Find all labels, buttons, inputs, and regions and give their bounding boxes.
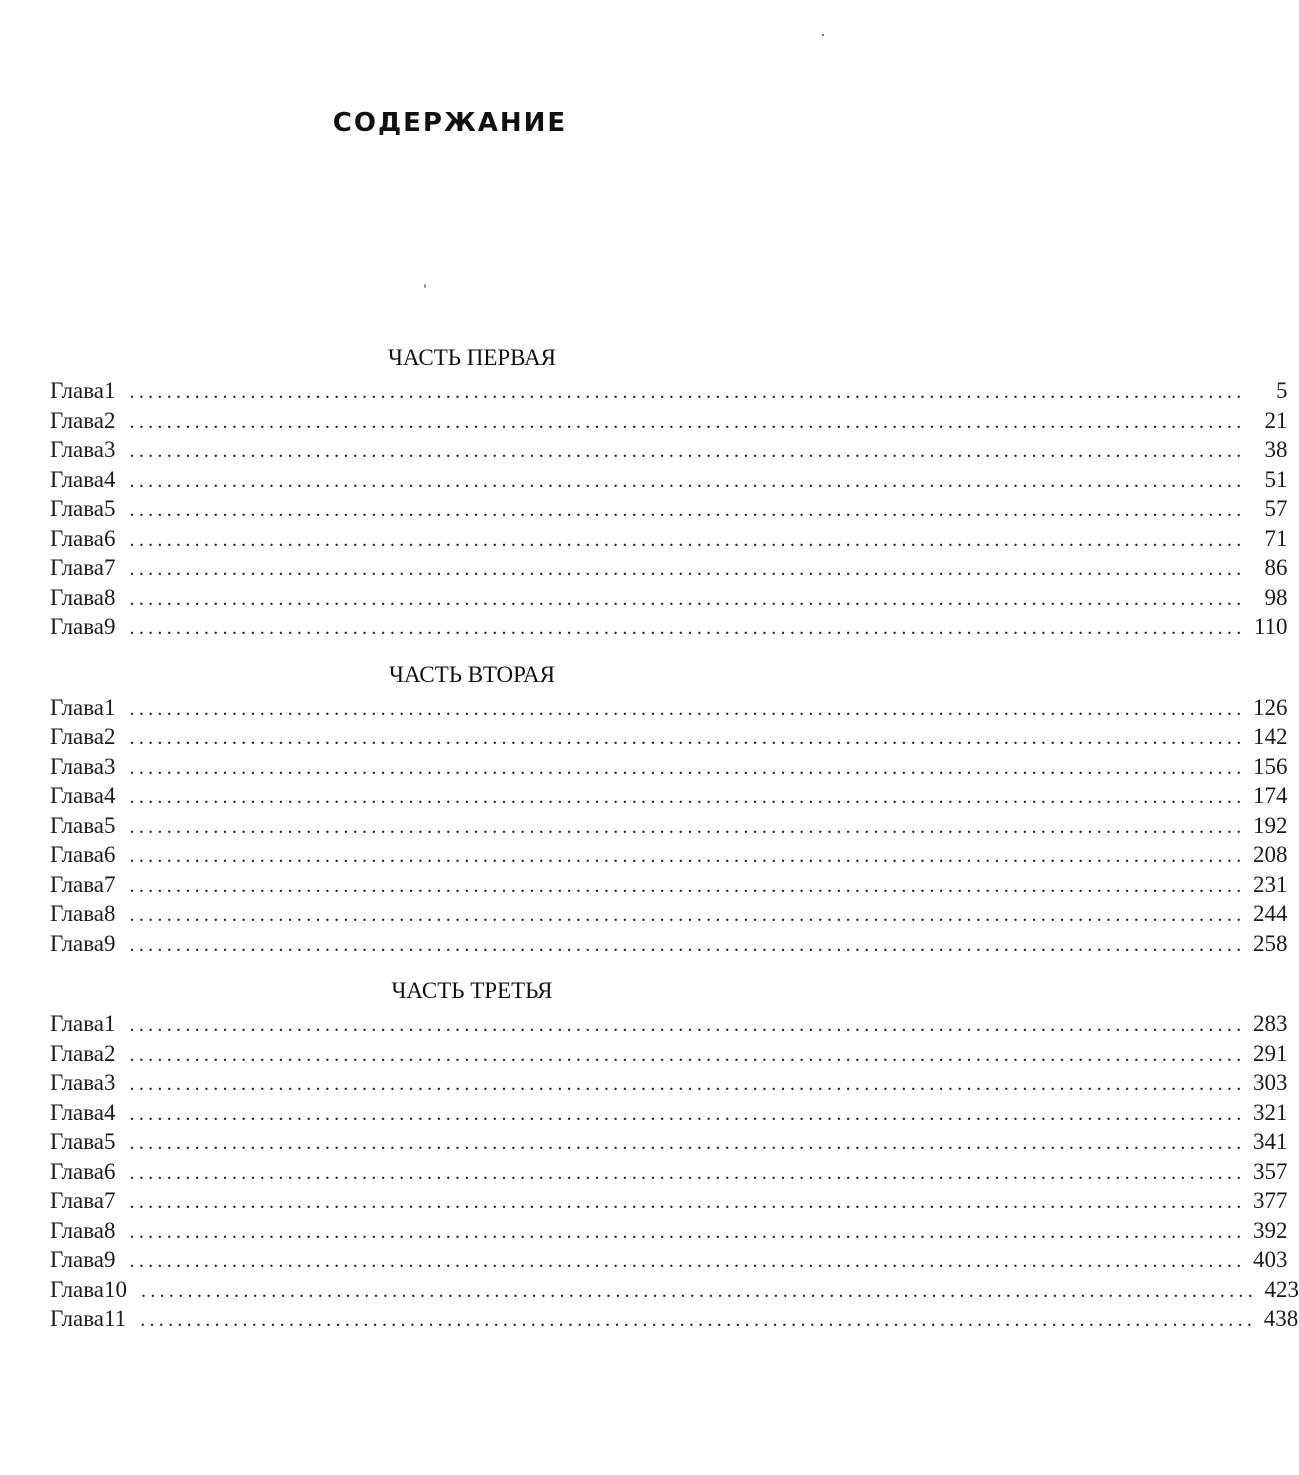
toc-entry[interactable] <box>50 840 1288 870</box>
chapter-label: Глава <box>50 437 105 462</box>
chapter-number: 9 <box>104 614 116 639</box>
page-number: 231 <box>1253 871 1288 897</box>
toc-entry[interactable] <box>50 1186 1288 1216</box>
page-number: 291 <box>1253 1040 1288 1066</box>
dot-leader: ........................................................................................................................ <box>129 499 1246 521</box>
toc-entry[interactable] <box>50 435 1288 465</box>
dot-leader: ........................................................................................................................ <box>129 1073 1246 1095</box>
dot-leader: ........................................................................................................................ <box>129 440 1246 462</box>
dot-leader: ........................................................................................................................ <box>140 1309 1257 1331</box>
toc-entry[interactable] <box>50 1009 1288 1039</box>
chapter-label: Глава <box>50 1129 105 1154</box>
chapter-label: Глава <box>50 1099 105 1125</box>
toc-entry[interactable] <box>50 583 1288 613</box>
chapter-number: 8 <box>104 584 116 610</box>
chapter-label: Глава <box>50 783 105 808</box>
chapter-number: 9 <box>104 1247 116 1272</box>
chapter-label: Глава <box>50 901 105 926</box>
chapter-number: 3 <box>104 753 116 779</box>
dot-leader: ........................................................................................................................ <box>129 1132 1246 1154</box>
chapter-label: Глава <box>50 1011 105 1036</box>
chapter-label: Глава <box>50 930 105 956</box>
page-number: 156 <box>1253 753 1288 779</box>
page-number: 283 <box>1253 1011 1288 1036</box>
page-number: 174 <box>1253 783 1288 808</box>
chapter-number: 8 <box>104 1217 116 1243</box>
part-heading: ЧАСТЬ ТРЕТЬЯ <box>391 978 553 1003</box>
dot-leader: ........................................................................................................................ <box>129 786 1246 808</box>
page-speck <box>822 34 824 36</box>
dot-leader: ........................................................................................................................ <box>129 1014 1246 1036</box>
page-number: 110 <box>1253 614 1288 639</box>
chapter-number: 2 <box>104 1040 116 1066</box>
chapter-label: Глава <box>50 466 105 492</box>
page-number: 86 <box>1264 555 1288 580</box>
chapter-label: Глава <box>50 871 105 897</box>
dot-leader: ........................................................................................................................ <box>129 528 1246 551</box>
page-number: 392 <box>1253 1217 1288 1243</box>
dot-leader: ........................................................................................................................ <box>129 1220 1246 1243</box>
toc-entry[interactable] <box>50 376 1288 406</box>
chapter-number: 1 <box>104 1011 116 1036</box>
chapter-label: Глава <box>50 1040 105 1066</box>
chapter-label: Глава <box>50 842 105 867</box>
chapter-number: 10 <box>104 1276 128 1302</box>
dot-leader: ........................................................................................................................ <box>129 1161 1246 1184</box>
chapter-label: Глава <box>50 1276 105 1302</box>
dot-leader: ........................................................................................................................ <box>129 904 1246 926</box>
chapter-number: 6 <box>104 525 116 551</box>
dot-leader: ........................................................................................................................ <box>129 933 1246 956</box>
toc-entry[interactable] <box>50 524 1288 554</box>
chapter-number: 5 <box>104 812 116 838</box>
toc-entry[interactable] <box>50 929 1288 959</box>
toc-entry[interactable] <box>50 1068 1288 1098</box>
table-of-contents <box>50 340 1299 1334</box>
page-number: 71 <box>1264 525 1288 551</box>
dot-leader: ........................................................................................................................ <box>129 558 1246 580</box>
page-number: 377 <box>1253 1188 1288 1213</box>
chapter-label: Глава <box>50 407 105 433</box>
dot-leader: ........................................................................................................................ <box>129 845 1246 867</box>
chapter-label: Глава <box>50 694 105 720</box>
toc-entry[interactable] <box>50 1275 1299 1305</box>
dot-leader: ........................................................................................................................ <box>129 617 1246 639</box>
chapter-number: 4 <box>104 783 116 808</box>
toc-part-3 <box>50 973 1299 1334</box>
toc-entry[interactable] <box>50 781 1288 811</box>
chapter-label: Глава <box>50 753 105 779</box>
page-number: 321 <box>1253 1099 1288 1125</box>
toc-entry[interactable] <box>50 494 1288 524</box>
page-number: 357 <box>1253 1158 1288 1184</box>
chapter-label: Глава <box>50 1306 105 1331</box>
part-heading: ЧАСТЬ ВТОРАЯ <box>389 661 555 687</box>
chapter-number: 7 <box>104 555 116 580</box>
chapter-label: Глава <box>50 1070 105 1095</box>
chapter-label: Глава <box>50 812 105 838</box>
chapter-label: Глава <box>50 724 105 749</box>
page-number: 258 <box>1253 930 1288 956</box>
chapter-number: 11 <box>104 1306 127 1331</box>
chapter-number: 6 <box>104 1158 116 1184</box>
part-heading: ЧАСТЬ ПЕРВАЯ <box>387 345 557 370</box>
page-title: СОДЕРЖАНИЕ <box>332 108 568 138</box>
toc-entry[interactable] <box>50 1216 1288 1246</box>
toc-entry[interactable] <box>50 1098 1288 1128</box>
page-number: 51 <box>1264 466 1288 492</box>
chapter-number: 5 <box>104 496 116 521</box>
page-number: 438 <box>1263 1306 1299 1331</box>
chapter-number: 1 <box>104 694 116 720</box>
dot-leader: ........................................................................................................................ <box>129 1250 1246 1272</box>
toc-entry[interactable] <box>50 811 1288 841</box>
page-number: 403 <box>1253 1247 1288 1272</box>
dot-leader: ........................................................................................................................ <box>129 1102 1246 1125</box>
page-number: 142 <box>1253 724 1288 749</box>
dot-leader: ........................................................................................................................ <box>129 756 1246 779</box>
chapter-label: Глава <box>50 1188 105 1213</box>
chapter-number: 4 <box>104 466 116 492</box>
page-number: 303 <box>1253 1070 1288 1095</box>
dot-leader: ........................................................................................................................ <box>129 727 1246 749</box>
dot-leader: ........................................................................................................................ <box>129 697 1246 720</box>
chapter-number: 7 <box>104 1188 116 1213</box>
chapter-number: 2 <box>104 724 116 749</box>
part-entries <box>50 1009 1299 1334</box>
toc-entry[interactable] <box>50 1157 1288 1187</box>
page-number: 423 <box>1264 1276 1299 1302</box>
page-number: 38 <box>1264 437 1288 462</box>
toc-entry[interactable] <box>50 553 1288 583</box>
chapter-label: Глава <box>50 614 105 639</box>
page-number: 341 <box>1253 1129 1288 1154</box>
chapter-number: 1 <box>104 378 116 403</box>
chapter-label: Глава <box>50 555 105 580</box>
page-number: 57 <box>1264 496 1288 521</box>
part-entries <box>50 693 1288 959</box>
chapter-number: 8 <box>104 901 116 926</box>
toc-entry[interactable] <box>50 1127 1288 1157</box>
chapter-number: 6 <box>104 842 116 867</box>
toc-entry[interactable] <box>50 722 1288 752</box>
chapter-label: Глава <box>50 496 105 521</box>
dot-leader: ........................................................................................................................ <box>129 381 1246 403</box>
page-number: 244 <box>1253 901 1288 926</box>
chapter-label: Глава <box>50 525 105 551</box>
toc-entry[interactable] <box>50 870 1288 900</box>
page-number: 126 <box>1253 694 1288 720</box>
page-number: 208 <box>1253 842 1288 867</box>
chapter-number: 4 <box>104 1099 116 1125</box>
toc-entry[interactable] <box>50 406 1288 436</box>
chapter-label: Глава <box>50 378 105 403</box>
dot-leader: ........................................................................................................................ <box>129 815 1246 838</box>
dot-leader: ........................................................................................................................ <box>129 874 1246 897</box>
page-number: 21 <box>1264 407 1288 433</box>
dot-leader: ........................................................................................................................ <box>129 469 1246 492</box>
chapter-number: 3 <box>104 437 116 462</box>
chapter-number: 9 <box>104 930 116 956</box>
chapter-label: Глава <box>50 1247 105 1272</box>
chapter-label: Глава <box>50 1158 105 1184</box>
toc-entry[interactable] <box>50 693 1288 723</box>
toc-entry[interactable] <box>50 1304 1299 1334</box>
page-number: 192 <box>1253 812 1288 838</box>
chapter-number: 7 <box>104 871 116 897</box>
toc-entry[interactable] <box>50 1039 1288 1069</box>
chapter-number: 5 <box>104 1129 116 1154</box>
dot-leader: ........................................................................................................................ <box>141 1279 1258 1302</box>
part-entries <box>50 376 1288 642</box>
toc-entry[interactable] <box>50 752 1288 782</box>
chapter-label: Глава <box>50 584 105 610</box>
toc-part-1 <box>50 340 1288 642</box>
toc-entry[interactable] <box>50 1245 1288 1275</box>
toc-entry[interactable] <box>50 465 1288 495</box>
toc-part-2 <box>50 657 1288 959</box>
page-number: 5 <box>1276 378 1288 403</box>
toc-entry[interactable] <box>50 899 1288 929</box>
dot-leader: ........................................................................................................................ <box>129 1191 1246 1213</box>
dot-leader: ........................................................................................................................ <box>129 1043 1246 1066</box>
page-speck <box>424 284 426 288</box>
toc-entry[interactable] <box>50 612 1288 642</box>
dot-leader: ........................................................................................................................ <box>129 587 1246 610</box>
page-number: 98 <box>1264 584 1288 610</box>
chapter-number: 2 <box>104 407 116 433</box>
dot-leader: ........................................................................................................................ <box>129 410 1246 433</box>
chapter-number: 3 <box>104 1070 116 1095</box>
chapter-label: Глава <box>50 1217 105 1243</box>
